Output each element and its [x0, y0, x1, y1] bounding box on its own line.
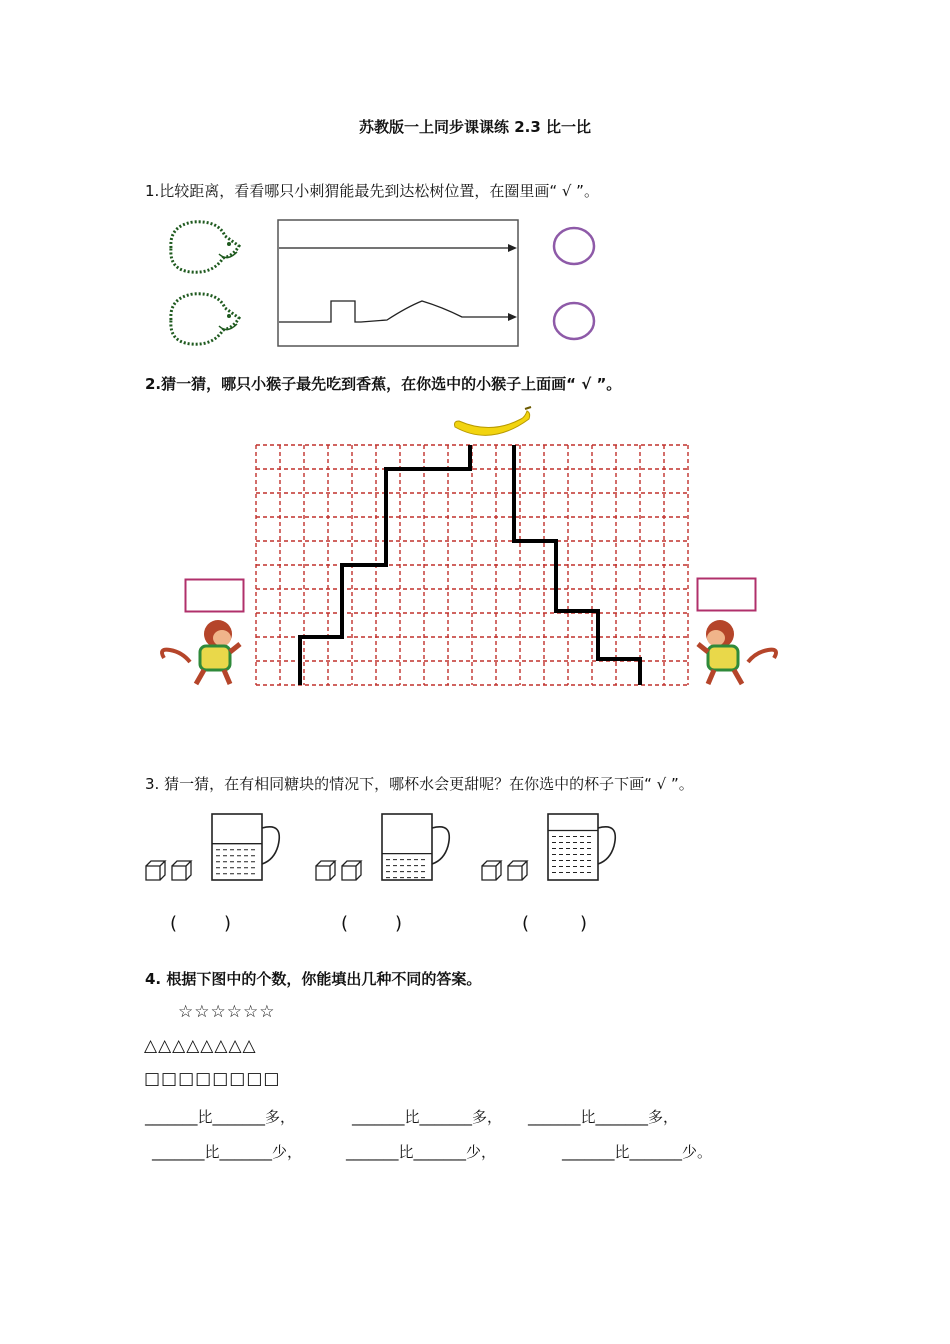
banana-icon: [451, 407, 535, 441]
question-2-text: 2.猜一猜，哪只小猴子最先吃到香蕉，在你选中的小猴子上面画“ √ ”。: [145, 375, 622, 393]
fill-blank-more-2[interactable]: _______比_______多，: [352, 1108, 503, 1126]
squares-row: □□□□□□□□: [144, 1069, 281, 1089]
paren-1-close: ): [224, 913, 232, 934]
page-title: 苏教版一上同步课课练 2.3 比一比: [358, 118, 592, 136]
paren-3-close: ): [580, 913, 588, 934]
left-staircase-path: [300, 445, 470, 685]
sugar-cube-icon: [316, 861, 335, 880]
paren-2-open: (: [341, 913, 349, 934]
left-answer-box[interactable]: [184, 578, 246, 614]
fill-blank-more-1[interactable]: _______比_______多，: [145, 1108, 296, 1126]
question-1-text: 1.比较距离，看看哪只小刺猬能最先到达松树位置，在圈里画“ √ ”。: [145, 182, 599, 200]
cup-group-1: [146, 814, 279, 880]
cup-handle: [262, 827, 279, 864]
right-answer-box[interactable]: [696, 577, 758, 613]
sugar-cube-icon: [508, 861, 527, 880]
answer-circle-2[interactable]: [551, 300, 597, 342]
fill-blank-less-3[interactable]: _______比_______少。: [562, 1143, 713, 1161]
cup-body: [382, 814, 432, 880]
cup-body: [548, 814, 598, 880]
answer-slot-3[interactable]: [536, 914, 576, 936]
cup-group-3: [482, 814, 615, 880]
left-monkey-icon: [160, 618, 246, 688]
sugar-cube-icon: [146, 861, 165, 880]
answer-slot-1[interactable]: [184, 914, 220, 936]
hedgehog-2-icon: [163, 290, 243, 350]
fill-blank-more-3[interactable]: _______比_______多，: [528, 1108, 679, 1126]
path-comparison-diagram: [277, 219, 519, 347]
paren-1-open: (: [170, 913, 178, 934]
stars-row: ☆☆☆☆☆☆: [178, 1002, 276, 1022]
question-4-text: 4. 根据下图中的个数，你能填出几种不同的答案。: [145, 970, 482, 988]
sugar-cube-icon: [172, 861, 191, 880]
paren-3-open: (: [522, 913, 530, 934]
right-monkey-icon: [692, 618, 778, 688]
hedgehog-1-icon: [163, 218, 243, 278]
paren-2-close: ): [395, 913, 403, 934]
cup-handle: [432, 827, 449, 864]
maze-grid: [256, 445, 688, 685]
answer-slot-2[interactable]: [355, 914, 391, 936]
triangles-row: △△△△△△△△: [144, 1036, 257, 1056]
cup-handle: [598, 827, 615, 864]
cups-illustration: [144, 810, 624, 890]
cup-body: [212, 814, 262, 880]
answer-circle-1[interactable]: [551, 225, 597, 267]
cup-group-2: [316, 814, 449, 880]
question-3-text: 3. 猜一猜，在有相同糖块的情况下，哪杯水会更甜呢？在你选中的杯子下画“ √ ”。: [145, 775, 694, 793]
sugar-cube-icon: [482, 861, 501, 880]
fill-blank-less-2[interactable]: _______比_______少，: [346, 1143, 497, 1161]
fill-blank-less-1[interactable]: _______比_______少，: [152, 1143, 303, 1161]
sugar-cube-icon: [342, 861, 361, 880]
